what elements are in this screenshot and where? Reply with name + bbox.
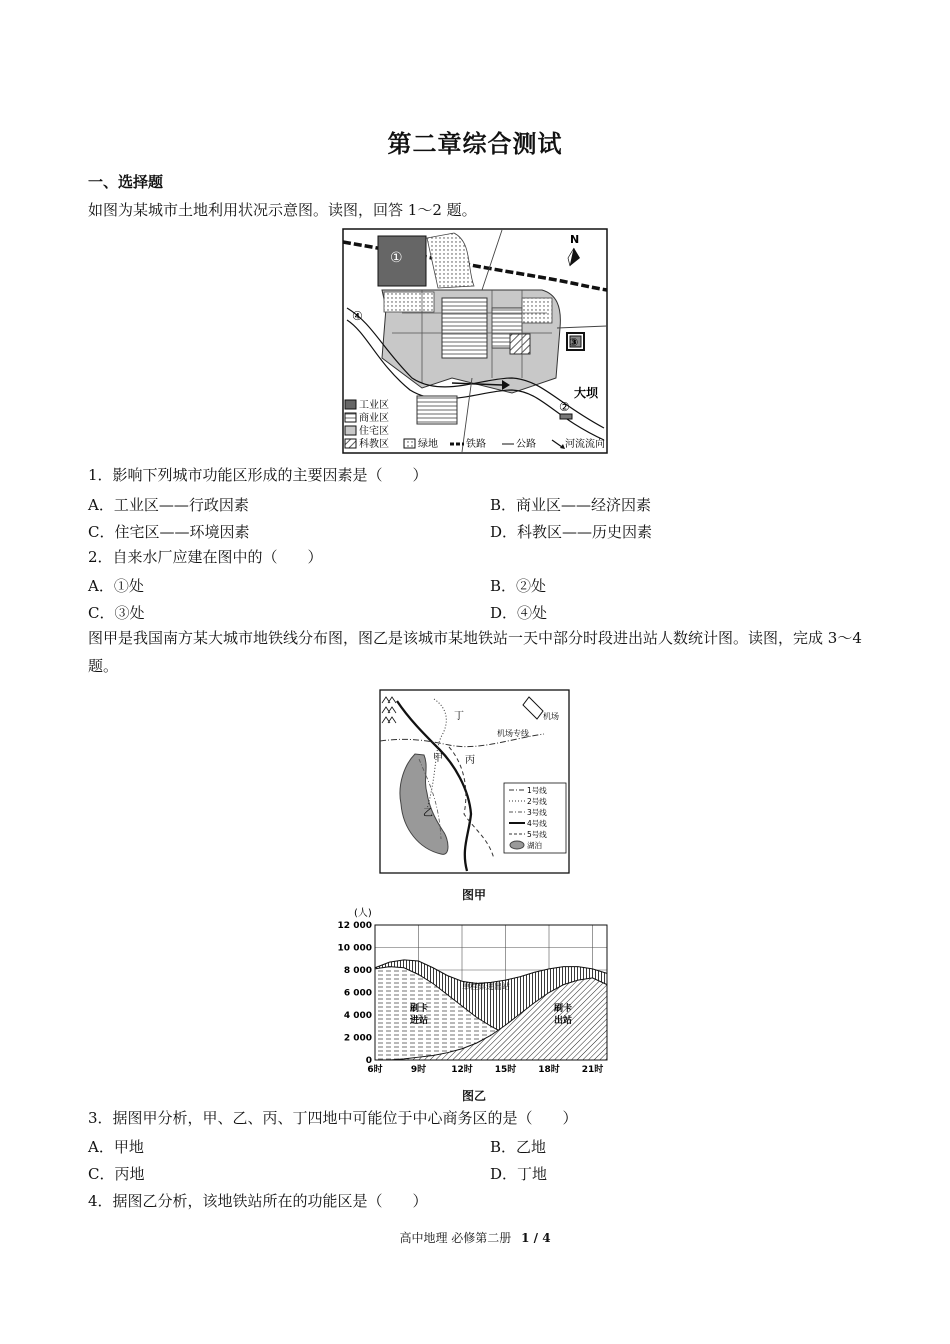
legend-green: 绿地 xyxy=(418,439,438,450)
chart-caption: 图乙 xyxy=(462,1089,487,1103)
q3-option-b: B．乙地 xyxy=(490,1138,547,1156)
question-2-stem: 2．自来水厂应建在图中的（ ） xyxy=(88,548,323,566)
section-heading: 一、选择题 xyxy=(88,173,164,191)
y-tick-label: 12 000 xyxy=(337,921,372,931)
map1-label-p4: ④ xyxy=(352,309,363,323)
map2-caption: 图甲 xyxy=(462,888,487,902)
y-tick-label: 6 000 xyxy=(343,988,372,999)
place-jia: 甲 xyxy=(433,753,443,764)
legend-commercial: 商业区 xyxy=(359,413,389,424)
intro-1: 如图为某城市土地利用状况示意图。读图，回答 1～2 题。 xyxy=(88,201,477,219)
place-ding: 丁 xyxy=(454,711,464,722)
map1-label-p2: ② xyxy=(559,400,570,414)
intro-2: 图甲是我国南方某大城市地铁线分布图，图乙是该城市某地铁站一天中部分时段进出站人数统计图。读图，完成 3～4 题。 xyxy=(88,629,862,675)
x-tick-label: 18时 xyxy=(538,1065,560,1075)
x-tick-label: 15时 xyxy=(494,1065,517,1075)
x-tick-label: 21时 xyxy=(581,1065,604,1075)
footer-text: 高中地理 必修第二册 xyxy=(399,1231,512,1245)
metro-legend-2: 2号线 xyxy=(527,797,547,806)
label-card-out-1: 刷卡 xyxy=(554,1004,573,1014)
label-card-in-2: 进站 xyxy=(410,1016,429,1026)
q3-option-d: D．丁地 xyxy=(490,1165,548,1183)
q2-option-c: C．③处 xyxy=(88,604,145,622)
page-title: 第二章综合测试 xyxy=(387,130,563,158)
y-tick-label: 4 000 xyxy=(343,1011,372,1021)
q1-option-d: D．科教区——历史因素 xyxy=(490,523,653,541)
x-tick-label: 9时 xyxy=(410,1065,427,1075)
metro-airport: 机场 xyxy=(543,712,559,721)
metro-airport-line: 机场专线 xyxy=(497,729,529,738)
q2-option-b: B．②处 xyxy=(490,577,547,595)
question-4-stem: 4．据图乙分析，该地铁站所在的功能区是（ ） xyxy=(88,1192,428,1210)
legend-industrial: 工业区 xyxy=(359,400,389,411)
question-3-stem: 3．据图甲分析，甲、乙、丙、丁四地中可能位于中心商务区的是（ ） xyxy=(88,1109,578,1127)
metro-legend-3: 3号线 xyxy=(527,808,547,817)
map1-label-p3: ③ xyxy=(569,336,579,349)
page-footer xyxy=(0,1229,950,1246)
y-tick-label: 8 000 xyxy=(343,966,372,976)
land-use-map xyxy=(342,228,608,454)
passenger-chart xyxy=(330,905,620,1080)
map1-label-p1: ① xyxy=(390,250,403,266)
metro-legend-1: 1号线 xyxy=(527,786,547,795)
metro-legend-lake: 湖泊 xyxy=(527,841,542,850)
footer-page: 1 / 4 xyxy=(521,1231,551,1245)
x-tick-label: 6时 xyxy=(367,1065,383,1075)
y-tick-label: 0 xyxy=(365,1056,372,1066)
q1-option-b: B．商业区——经济因素 xyxy=(490,496,652,514)
q1-option-a: A．工业区——行政因素 xyxy=(88,496,249,514)
place-yi: 乙 xyxy=(423,808,433,819)
question-1-stem: 1．影响下列城市功能区形成的主要因素是（ ） xyxy=(88,466,428,484)
y-tick-label: 2 000 xyxy=(343,1033,372,1044)
label-card-in-1: 刷卡 xyxy=(410,1004,429,1014)
legend-residential: 住宅区 xyxy=(359,426,389,437)
x-tick-label: 12时 xyxy=(451,1065,473,1075)
legend-river-flow: 河流流向 xyxy=(565,439,605,450)
metro-legend-5: 5号线 xyxy=(527,830,547,839)
q2-option-d: D．④处 xyxy=(490,604,548,622)
label-single-ticket: 单程票进出站 xyxy=(462,982,510,991)
q2-option-a: A．①处 xyxy=(88,577,144,595)
chart-ylabel: (人) xyxy=(354,908,372,919)
legend-education: 科教区 xyxy=(359,439,389,450)
place-bing: 丙 xyxy=(465,755,475,766)
legend-road: 公路 xyxy=(516,439,536,450)
q3-option-c: C．丙地 xyxy=(88,1165,145,1183)
map1-north: N xyxy=(570,233,580,246)
map1-label-dam: 大坝 xyxy=(574,386,599,400)
y-tick-label: 10 000 xyxy=(337,943,372,954)
metro-legend-4: 4号线 xyxy=(527,819,547,828)
q1-option-c: C．住宅区——环境因素 xyxy=(88,523,250,541)
legend-railway: 铁路 xyxy=(466,439,486,450)
label-card-out-2: 出站 xyxy=(554,1016,573,1026)
q3-option-a: A．甲地 xyxy=(88,1138,144,1156)
metro-map xyxy=(379,689,570,874)
